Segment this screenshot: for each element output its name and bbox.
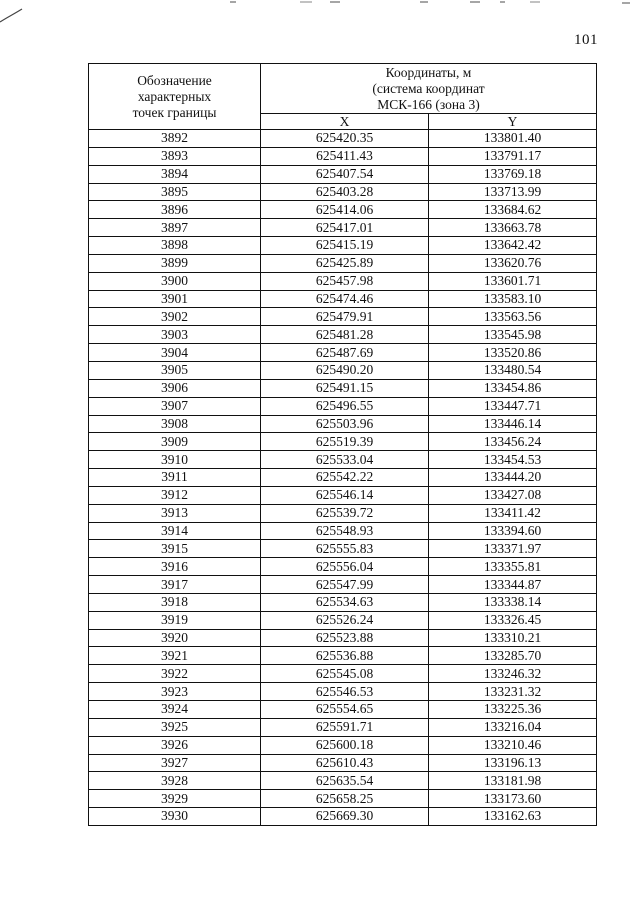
y-coordinate-cell: 133583.10	[429, 290, 597, 308]
x-coordinate-cell: 625519.39	[261, 433, 429, 451]
page-number: 101	[574, 32, 598, 48]
table-row	[89, 147, 597, 165]
x-coordinate-cell: 625548.93	[261, 522, 429, 540]
point-id-cell: 3908	[89, 415, 261, 433]
point-id-cell: 3894	[89, 165, 261, 183]
point-id-cell: 3918	[89, 593, 261, 611]
header-boundary-points	[89, 64, 261, 130]
point-id-cell: 3913	[89, 504, 261, 522]
point-id-cell: 3924	[89, 701, 261, 719]
point-id-cell: 3906	[89, 379, 261, 397]
table-row	[89, 361, 597, 379]
point-id-cell: 3902	[89, 308, 261, 326]
table-row	[89, 540, 597, 558]
header-y: Y	[429, 114, 597, 130]
x-coordinate-cell: 625555.83	[261, 540, 429, 558]
point-id-cell: 3904	[89, 344, 261, 362]
y-coordinate-cell: 133173.60	[429, 790, 597, 808]
table-row	[89, 808, 597, 826]
y-coordinate-cell: 133684.62	[429, 201, 597, 219]
table-row	[89, 772, 597, 790]
table-row	[89, 165, 597, 183]
x-coordinate-cell: 625417.01	[261, 219, 429, 237]
point-id-cell: 3896	[89, 201, 261, 219]
table-row	[89, 701, 597, 719]
x-coordinate-cell: 625554.65	[261, 701, 429, 719]
table-row	[89, 558, 597, 576]
point-id-cell: 3899	[89, 254, 261, 272]
point-id-cell: 3909	[89, 433, 261, 451]
point-id-cell: 3912	[89, 486, 261, 504]
y-coordinate-cell: 133801.40	[429, 130, 597, 148]
y-coordinate-cell: 133411.42	[429, 504, 597, 522]
table-header	[89, 64, 597, 130]
point-id-cell: 3905	[89, 361, 261, 379]
x-coordinate-cell: 625457.98	[261, 272, 429, 290]
point-id-cell: 3903	[89, 326, 261, 344]
x-coordinate-cell: 625523.88	[261, 629, 429, 647]
y-coordinate-cell: 133480.54	[429, 361, 597, 379]
point-id-cell: 3900	[89, 272, 261, 290]
x-coordinate-cell: 625635.54	[261, 772, 429, 790]
point-id-cell: 3895	[89, 183, 261, 201]
x-coordinate-cell: 625403.28	[261, 183, 429, 201]
table-row	[89, 754, 597, 772]
y-coordinate-cell: 133210.46	[429, 736, 597, 754]
table-row	[89, 647, 597, 665]
table-row	[89, 219, 597, 237]
y-coordinate-cell: 133454.86	[429, 379, 597, 397]
point-id-cell: 3897	[89, 219, 261, 237]
table-row	[89, 504, 597, 522]
y-coordinate-cell: 133355.81	[429, 558, 597, 576]
x-coordinate-cell: 625503.96	[261, 415, 429, 433]
point-id-cell: 3928	[89, 772, 261, 790]
table-row	[89, 326, 597, 344]
y-coordinate-cell: 133520.86	[429, 344, 597, 362]
header-coords-line: МСК-166 (зона 3)	[377, 96, 480, 112]
y-coordinate-cell: 133181.98	[429, 772, 597, 790]
table-row	[89, 397, 597, 415]
table-row	[89, 272, 597, 290]
y-coordinate-cell: 133427.08	[429, 486, 597, 504]
header-points-line: точек границы	[132, 104, 217, 120]
y-coordinate-cell: 133456.24	[429, 433, 597, 451]
y-coordinate-cell: 133769.18	[429, 165, 597, 183]
table-row	[89, 379, 597, 397]
table-row	[89, 790, 597, 808]
y-coordinate-cell: 133642.42	[429, 237, 597, 255]
table-row	[89, 522, 597, 540]
table-row	[89, 308, 597, 326]
y-coordinate-cell: 133394.60	[429, 522, 597, 540]
header-points-line: характерных	[137, 88, 212, 104]
y-coordinate-cell: 133225.36	[429, 701, 597, 719]
x-coordinate-cell: 625481.28	[261, 326, 429, 344]
y-coordinate-cell: 133338.14	[429, 593, 597, 611]
table-row	[89, 576, 597, 594]
table-row	[89, 469, 597, 487]
table-row	[89, 433, 597, 451]
y-coordinate-cell: 133310.21	[429, 629, 597, 647]
x-coordinate-cell: 625414.06	[261, 201, 429, 219]
point-id-cell: 3919	[89, 611, 261, 629]
table-row	[89, 290, 597, 308]
point-id-cell: 3921	[89, 647, 261, 665]
table-row	[89, 629, 597, 647]
header-coords-line: Координаты, м	[385, 64, 472, 80]
x-coordinate-cell: 625658.25	[261, 790, 429, 808]
x-coordinate-cell: 625491.15	[261, 379, 429, 397]
y-coordinate-cell: 133162.63	[429, 808, 597, 826]
table-row	[89, 201, 597, 219]
y-coordinate-cell: 133620.76	[429, 254, 597, 272]
point-id-cell: 3914	[89, 522, 261, 540]
point-id-cell: 3911	[89, 469, 261, 487]
x-coordinate-cell: 625546.14	[261, 486, 429, 504]
y-coordinate-cell: 133216.04	[429, 718, 597, 736]
table-row	[89, 593, 597, 611]
table-row	[89, 237, 597, 255]
y-coordinate-cell: 133444.20	[429, 469, 597, 487]
point-id-cell: 3922	[89, 665, 261, 683]
point-id-cell: 3930	[89, 808, 261, 826]
point-id-cell: 3915	[89, 540, 261, 558]
y-coordinate-cell: 133326.45	[429, 611, 597, 629]
point-id-cell: 3898	[89, 237, 261, 255]
y-coordinate-cell: 133791.17	[429, 147, 597, 165]
point-id-cell: 3929	[89, 790, 261, 808]
table-row	[89, 718, 597, 736]
y-coordinate-cell: 133344.87	[429, 576, 597, 594]
x-coordinate-cell: 625533.04	[261, 451, 429, 469]
table-row	[89, 451, 597, 469]
table-row	[89, 183, 597, 201]
scan-artifact-marks	[0, 0, 640, 30]
table-row	[89, 254, 597, 272]
x-coordinate-cell: 625591.71	[261, 718, 429, 736]
point-id-cell: 3917	[89, 576, 261, 594]
x-coordinate-cell: 625474.46	[261, 290, 429, 308]
y-coordinate-cell: 133454.53	[429, 451, 597, 469]
y-coordinate-cell: 133231.32	[429, 683, 597, 701]
x-coordinate-cell: 625420.35	[261, 130, 429, 148]
y-coordinate-cell: 133713.99	[429, 183, 597, 201]
y-coordinate-cell: 133246.32	[429, 665, 597, 683]
x-coordinate-cell: 625490.20	[261, 361, 429, 379]
table-row	[89, 415, 597, 433]
x-coordinate-cell: 625546.53	[261, 683, 429, 701]
table-row	[89, 665, 597, 683]
point-id-cell: 3926	[89, 736, 261, 754]
y-coordinate-cell: 133196.13	[429, 754, 597, 772]
point-id-cell: 3892	[89, 130, 261, 148]
point-id-cell: 3923	[89, 683, 261, 701]
header-x: X	[261, 114, 429, 130]
y-coordinate-cell: 133601.71	[429, 272, 597, 290]
point-id-cell: 3893	[89, 147, 261, 165]
point-id-cell: 3910	[89, 451, 261, 469]
x-coordinate-cell: 625534.63	[261, 593, 429, 611]
x-coordinate-cell: 625547.99	[261, 576, 429, 594]
table-row	[89, 130, 597, 148]
x-coordinate-cell: 625411.43	[261, 147, 429, 165]
y-coordinate-cell: 133371.97	[429, 540, 597, 558]
x-coordinate-cell: 625539.72	[261, 504, 429, 522]
point-id-cell: 3927	[89, 754, 261, 772]
header-points-line: Обозначение	[137, 72, 212, 88]
table-body	[89, 130, 597, 826]
x-coordinate-cell: 625669.30	[261, 808, 429, 826]
x-coordinate-cell: 625526.24	[261, 611, 429, 629]
header-coords-line: (система координат	[372, 80, 485, 96]
table-row	[89, 611, 597, 629]
y-coordinate-cell: 133563.56	[429, 308, 597, 326]
table-row	[89, 344, 597, 362]
point-id-cell: 3925	[89, 718, 261, 736]
x-coordinate-cell: 625542.22	[261, 469, 429, 487]
x-coordinate-cell: 625415.19	[261, 237, 429, 255]
table-row	[89, 486, 597, 504]
x-coordinate-cell: 625487.69	[261, 344, 429, 362]
y-coordinate-cell: 133663.78	[429, 219, 597, 237]
y-coordinate-cell: 133545.98	[429, 326, 597, 344]
x-coordinate-cell: 625610.43	[261, 754, 429, 772]
x-coordinate-cell: 625496.55	[261, 397, 429, 415]
x-coordinate-cell: 625479.91	[261, 308, 429, 326]
y-coordinate-cell: 133447.71	[429, 397, 597, 415]
x-coordinate-cell: 625536.88	[261, 647, 429, 665]
point-id-cell: 3916	[89, 558, 261, 576]
x-coordinate-cell: 625425.89	[261, 254, 429, 272]
x-coordinate-cell: 625407.54	[261, 165, 429, 183]
coordinates-table	[88, 63, 597, 826]
x-coordinate-cell: 625545.08	[261, 665, 429, 683]
table-row	[89, 683, 597, 701]
point-id-cell: 3907	[89, 397, 261, 415]
y-coordinate-cell: 133446.14	[429, 415, 597, 433]
y-coordinate-cell: 133285.70	[429, 647, 597, 665]
point-id-cell: 3901	[89, 290, 261, 308]
x-coordinate-cell: 625600.18	[261, 736, 429, 754]
x-coordinate-cell: 625556.04	[261, 558, 429, 576]
point-id-cell: 3920	[89, 629, 261, 647]
header-coordinates	[261, 64, 597, 114]
table-row	[89, 736, 597, 754]
